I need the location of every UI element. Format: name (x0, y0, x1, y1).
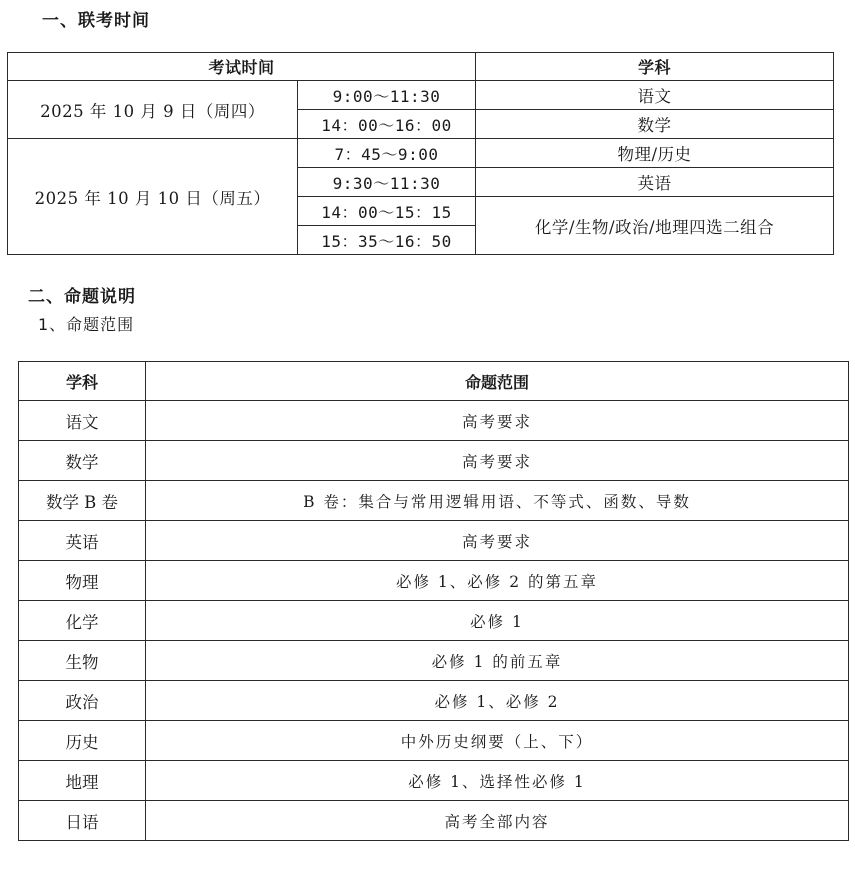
schedule-header-row (8, 53, 834, 81)
scope-subject: 英语 (19, 521, 146, 561)
scope-row (19, 601, 849, 641)
exam-time: 14：00～16：00 (298, 110, 476, 139)
scope-content: 高考要求 (146, 441, 849, 481)
header-exam-time: 考试时间 (8, 53, 476, 81)
scope-row (19, 761, 849, 801)
scope-content: 中外历史纲要（上、下） (146, 721, 849, 761)
scope-subject: 地理 (19, 761, 146, 801)
scope-subject: 物理 (19, 561, 146, 601)
exam-date: 2025 年 10 月 9 日（周四） (8, 81, 298, 139)
scope-row (19, 801, 849, 841)
exam-subject: 语文 (476, 81, 834, 110)
schedule-row (8, 81, 834, 110)
exam-time: 9:30～11:30 (298, 168, 476, 197)
scope-subject: 生物 (19, 641, 146, 681)
header-subject: 学科 (19, 362, 146, 401)
scope-row (19, 641, 849, 681)
scope-subject: 历史 (19, 721, 146, 761)
section1-heading: 一、联考时间 (42, 11, 150, 31)
scope-subject: 化学 (19, 601, 146, 641)
scope-subject: 日语 (19, 801, 146, 841)
scope-content: 必修 1、必修 2 的第五章 (146, 561, 849, 601)
scope-header-row (19, 362, 849, 401)
section2-subheading: 1、命题范围 (38, 315, 135, 334)
scope-row (19, 721, 849, 761)
header-subject: 学科 (476, 53, 834, 81)
scope-row (19, 521, 849, 561)
exam-time: 9:00～11:30 (298, 81, 476, 110)
scope-content: 高考要求 (146, 521, 849, 561)
exam-schedule-table (7, 52, 834, 255)
exam-subject: 数学 (476, 110, 834, 139)
scope-row (19, 441, 849, 481)
scope-content: 高考要求 (146, 401, 849, 441)
exam-scope-table (18, 361, 849, 841)
scope-subject: 数学 B 卷 (19, 481, 146, 521)
exam-subject: 物理/历史 (476, 139, 834, 168)
scope-content: 必修 1、选择性必修 1 (146, 761, 849, 801)
scope-row (19, 481, 849, 521)
scope-content: 高考全部内容 (146, 801, 849, 841)
scope-subject: 语文 (19, 401, 146, 441)
scope-row (19, 561, 849, 601)
scope-content: 必修 1 (146, 601, 849, 641)
exam-date: 2025 年 10 月 10 日（周五） (8, 139, 298, 255)
header-scope: 命题范围 (146, 362, 849, 401)
scope-content: 必修 1、必修 2 (146, 681, 849, 721)
exam-time: 15：35～16：50 (298, 226, 476, 255)
exam-subject: 化学/生物/政治/地理四选二组合 (476, 197, 834, 255)
scope-subject: 政治 (19, 681, 146, 721)
scope-content: 必修 1 的前五章 (146, 641, 849, 681)
exam-time: 7：45～9:00 (298, 139, 476, 168)
scope-content: B 卷：集合与常用逻辑用语、不等式、函数、导数 (146, 481, 849, 521)
scope-row (19, 401, 849, 441)
scope-row (19, 681, 849, 721)
exam-subject: 英语 (476, 168, 834, 197)
schedule-row (8, 139, 834, 168)
section2-heading: 二、命题说明 (28, 287, 136, 307)
exam-time: 14：00～15：15 (298, 197, 476, 226)
scope-subject: 数学 (19, 441, 146, 481)
